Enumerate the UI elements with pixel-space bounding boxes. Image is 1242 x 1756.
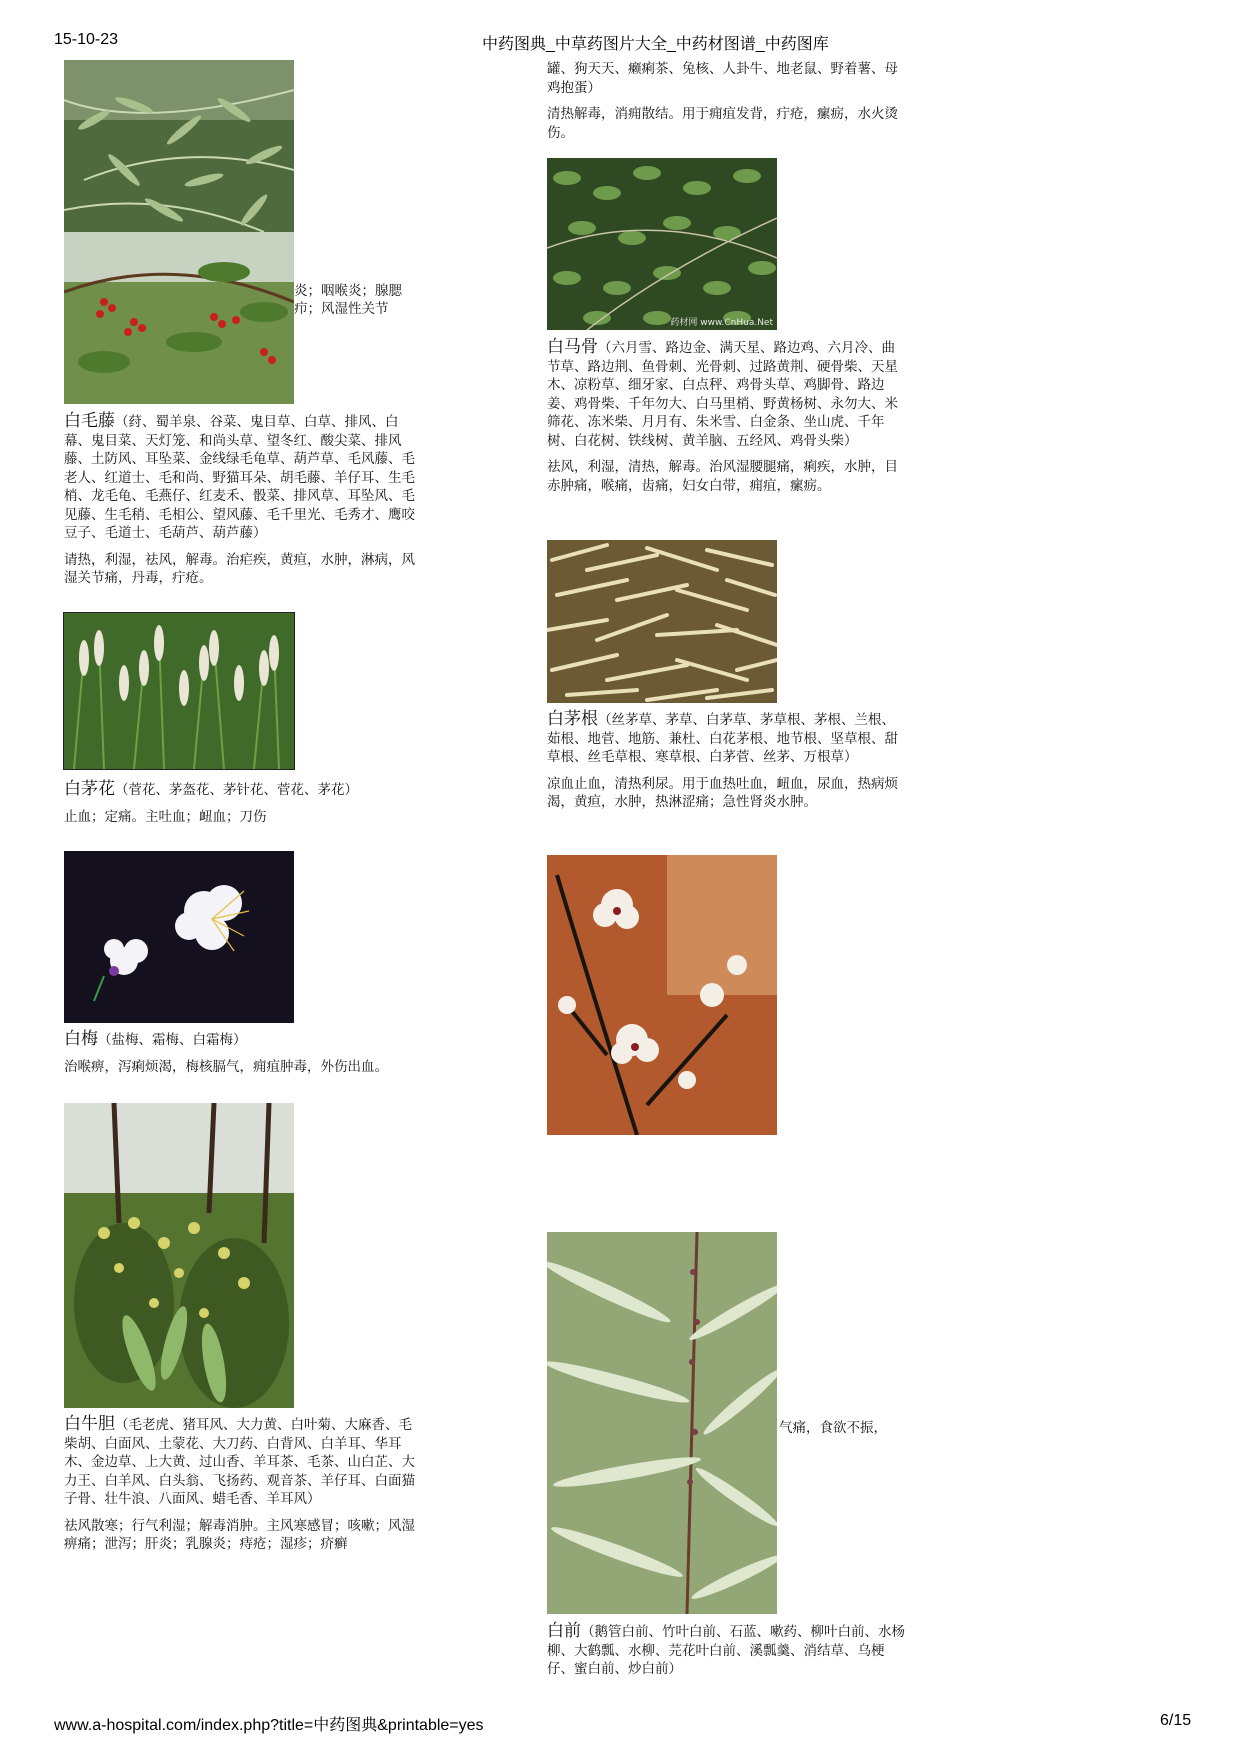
cut-off-text-2: 疖；风湿性关节 xyxy=(294,301,389,317)
entry-continued-top xyxy=(547,60,907,150)
herb-description: 祛风散寒；行气利湿；解毒消肿。主风寒感冒；咳嗽；风湿痹痛；泄泻；肝炎；乳腺炎；痔疮；湿疹；疥癣 xyxy=(64,1517,415,1552)
serissa-shrub-photo xyxy=(547,158,777,330)
herb-name: 白茅根 xyxy=(547,709,598,729)
dried-cogongrass-root-photo xyxy=(547,540,777,703)
entry-bai-mei xyxy=(64,1030,424,1084)
herb-name: 白牛胆 xyxy=(64,1414,115,1434)
herb-description: 请热，利湿，祛风，解毒。治疟疾，黄疸，水肿，淋病，风湿关节痛，丹毒，疔疮。 xyxy=(64,551,415,586)
herb-description: 清热解毒，消痈散结。用于痈疽发背，疔疮，瘰疬，水火烫伤。 xyxy=(547,106,898,141)
herb-aliases-continued: 罐、狗天天、癞痢茶、兔核、人卦牛、地老鼠、野着薯、母鸡抱蛋） xyxy=(547,61,898,96)
page-title: 中药图典_中草药图片大全_中药材图谱_中药图库 xyxy=(482,36,829,53)
herb-aliases: （丝茅草、茅草、白茅草、茅草根、茅根、兰根、茹根、地菅、地筋、兼杜、白花茅根、地节根、坚草根、甜草根、丝毛草根、寒草根、白茅菅、丝茅、万根草） xyxy=(547,712,898,765)
red-berries-photo xyxy=(64,232,294,404)
herb-name: 白马骨 xyxy=(547,337,598,357)
white-plum-blossom-photo xyxy=(64,851,294,1023)
bai-qian-plant-photo xyxy=(547,1232,777,1614)
herb-aliases: （荮、蜀羊泉、谷菜、鬼目草、白草、排风、白幕、鬼目菜、天灯笼、和尚头草、望冬红、酸尖菜、排风藤、土防风、耳坠菜、金线绿毛龟草、葫芦草、毛风藤、毛老人、红道士、毛和尚、野猫耳朵、胡毛藤、羊仔耳、生毛梢、龙毛龟、毛燕仔、红麦禾、骰菜、排风草、耳坠风、毛见藤、生毛稍、毛相公、望风藤、毛千里光、毛秀才、鹰咬豆子、毛道士、毛葫芦、葫芦藤） xyxy=(64,414,415,541)
page-number: 6/15 xyxy=(1160,1712,1192,1729)
herb-aliases: （毛老虎、猪耳风、大力黄、白叶菊、大麻香、毛柴胡、白面风、土蒙花、大刀药、白背风、白羊耳、华耳木、金边草、上大黄、过山香、羊耳茶、毛茶、山白芷、大力王、白羊风、白头翁、飞扬药、观音茶、羊仔耳、白面猫子骨、壮牛浪、八面风、蜡毛香、羊耳风） xyxy=(64,1417,415,1507)
page-url: www.a-hospital.com/index.php?title=中药图典&printable=yes xyxy=(54,1717,484,1734)
herb-description: 止血；定痛。主吐血；衄血；刀伤 xyxy=(64,808,267,825)
entry-bai-qian xyxy=(547,1622,907,1687)
herb-aliases: （六月雪、路边金、满天星、路边鸡、六月冷、曲节草、路边荆、鱼骨刺、光骨刺、过路黄荆、硬骨柴、天星木、凉粉草、细牙家、白点秤、鸡骨头草、鸡脚骨、路边姜、鸡骨柴、千年勿大、白马里梢、野黄杨树、永勿大、米筛花、冻米柴、月月有、朱米雪、白金条、坐山虎、千年树、白花树、铁线树、黄羊脑、五经风、鸡骨头柴） xyxy=(547,340,898,449)
herb-aliases: （菅花、茅盔花、茅针花、菅花、茅花） xyxy=(115,782,358,798)
photo-watermark: 药材网 www.CnHua.Net xyxy=(670,318,773,328)
cogongrass-flower-photo xyxy=(64,613,294,769)
entry-bai-mao-hua xyxy=(64,780,424,834)
herb-name: 白前 xyxy=(547,1621,581,1641)
herb-aliases: （盐梅、霜梅、白霜梅） xyxy=(98,1032,247,1048)
herb-name: 白茅花 xyxy=(64,779,115,799)
herb-description: 凉血止血，清热利尿。用于血热吐血，衄血，尿血，热病烦渴，黄疸，水肿，热淋涩痛；急性肾炎水肿。 xyxy=(547,775,898,810)
willow-leaves-photo xyxy=(64,60,294,232)
cut-off-text-3: 气痛，食欲不振， xyxy=(779,1420,887,1436)
white-ox-gall-plant-photo xyxy=(64,1103,294,1408)
entry-bai-ma-gu xyxy=(547,338,907,503)
entry-bai-mao-teng xyxy=(64,412,424,596)
entry-bai-mao-gen xyxy=(547,710,907,820)
print-date: 15-10-23 xyxy=(54,31,119,48)
herb-description: 治喉痹，泻痢烦渴，梅核膈气，痈疽肿毒，外伤出血。 xyxy=(64,1058,388,1075)
entry-bai-niu-dan xyxy=(64,1415,424,1562)
plum-blossom-branch-photo xyxy=(547,855,777,1135)
herb-name: 白毛藤 xyxy=(64,411,115,431)
herb-aliases: （鹅管白前、竹叶白前、石蓝、嗽药、柳叶白前、水杨柳、大鹤瓢、水柳、芫花叶白前、溪瓢羹、消结草、乌梗仔、蜜白前、炒白前） xyxy=(547,1624,905,1677)
herb-name: 白梅 xyxy=(64,1029,98,1049)
cut-off-text-1: 炎；咽喉炎；腺腮 xyxy=(294,283,402,299)
herb-description: 祛风，利湿，清热，解毒。治风湿腰腿痛，痢疾，水肿，目赤肿痛，喉痛，齿痛，妇女白带，痈疽，瘰疬。 xyxy=(547,459,898,494)
